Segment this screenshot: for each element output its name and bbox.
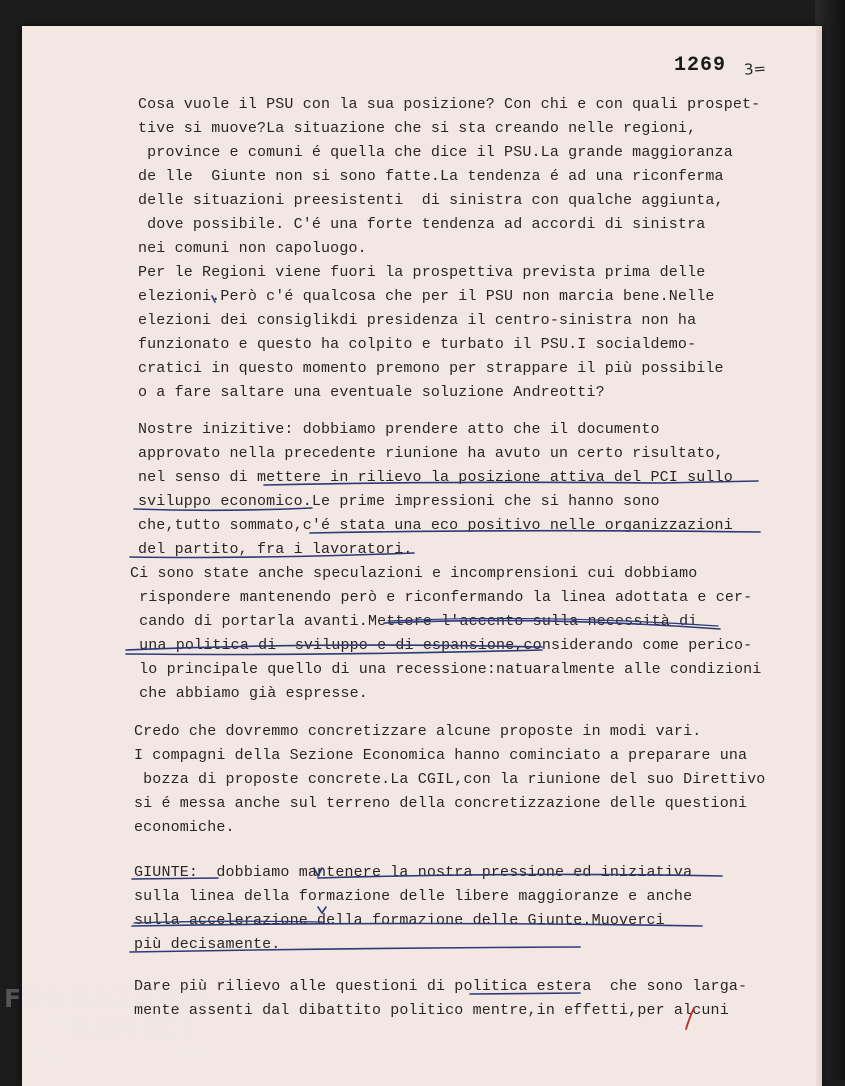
text-line: Ci sono state anche speculazioni e incomprensioni cui dobbiamo	[130, 565, 698, 582]
text-line: approvato nella precedente riunione ha avuto un certo risultato,	[138, 445, 724, 462]
text-line: o a fare saltare una eventuale soluzione Andreotti?	[138, 384, 605, 401]
text-line: Credo che dovremmo concretizzare alcune proposte in modi vari.	[134, 723, 702, 740]
text-line: delle situazioni preesistenti di sinistra con qualche aggiunta,	[138, 192, 724, 209]
typewritten-page	[22, 26, 822, 1086]
text-line: cratici in questo momento premono per strappare il più possibile	[138, 360, 724, 377]
text-line: che,tutto sommato,c'é stata una eco positivo nelle organizzazioni	[138, 517, 733, 534]
text-line: Nostre inizitive: dobbiamo prendere atto che il documento	[138, 421, 660, 438]
text-line: Dare più rilievo alle questioni di politica estera che sono larga-	[134, 978, 748, 995]
text-line: sulla accelerazione della formazione delle Giunte.Muoverci	[134, 912, 665, 929]
text-line: I compagni della Sezione Economica hanno cominciato a preparare una	[134, 747, 748, 764]
text-line: che abbiamo già espresse.	[130, 685, 368, 702]
text-line: tive si muove?La situazione che si sta creando nelle regioni,	[138, 120, 697, 137]
text-line: Per le Regioni viene fuori la prospettiva prevista prima delle	[138, 264, 706, 281]
watermark-name: RAMSCI	[72, 1014, 194, 1043]
text-line: nel senso di mettere in rilievo la posizione attiva del PCI sullo	[138, 469, 733, 486]
text-line: si é messa anche sul terreno della concretizzazione delle questioni	[134, 795, 748, 812]
text-line: GIUNTE: dobbiamo mantenere la nostra pressione ed iniziativa	[134, 864, 693, 881]
text-line: bozza di proposte concrete.La CGIL,con la riunione del suo Direttivo	[134, 771, 766, 788]
text-line: del partito, fra i lavoratori.	[138, 541, 413, 558]
text-line: più decisamente.	[134, 936, 281, 953]
watermark-subtitle: onlus	[172, 1046, 202, 1059]
paper-edge	[816, 26, 822, 1086]
text-line: funzionato e questo ha colpito e turbato il PSU.I socialdemo-	[138, 336, 697, 353]
text-line: lo principale quello di una recessione:natuaralmente alle condizioni	[130, 661, 762, 678]
watermark-title: FONDAZIONE	[4, 984, 211, 1013]
text-line: rispondere mantenendo però e riconfermando la linea adottata e cer-	[130, 589, 753, 606]
page-suffix-handwritten: 3=	[743, 59, 767, 79]
text-line: Cosa vuole il PSU con la sua posizione? Con chi e con quali prospet-	[138, 96, 761, 113]
text-line: de lle Giunte non si sono fatte.La tendenza é ad una riconferma	[138, 168, 724, 185]
page-number: 1269	[674, 54, 727, 77]
text-line: dove possibile. C'é una forte tendenza ad accordi di sinistra	[138, 216, 706, 233]
text-line: province e comuni é quella che dice il PSU.La grande maggioranza	[138, 144, 733, 161]
text-line: nei comuni non capoluogo.	[138, 240, 367, 257]
text-line: sulla linea della formazione delle libere maggioranze e anche	[134, 888, 693, 905]
text-line: elezioni dei consiglikdi presidenza il centro-sinistra non ha	[138, 312, 697, 329]
text-line: mente assenti dal dibattito politico mentre,in effetti,per alcuni	[134, 1002, 729, 1019]
archive-watermark	[0, 984, 300, 1080]
text-line: cando di portarla avanti.Mettere l'accento sulla necessità di	[130, 613, 698, 630]
text-line: elezioni.Però c'é qualcosa che per il PSU non marcia bene.Nelle	[138, 288, 715, 305]
text-line: una politica di sviluppo e di espansione,considerando come perico-	[130, 637, 753, 654]
text-line: sviluppo economico.Le prime impressioni che si hanno sono	[138, 493, 660, 510]
text-line: economiche.	[134, 819, 235, 836]
